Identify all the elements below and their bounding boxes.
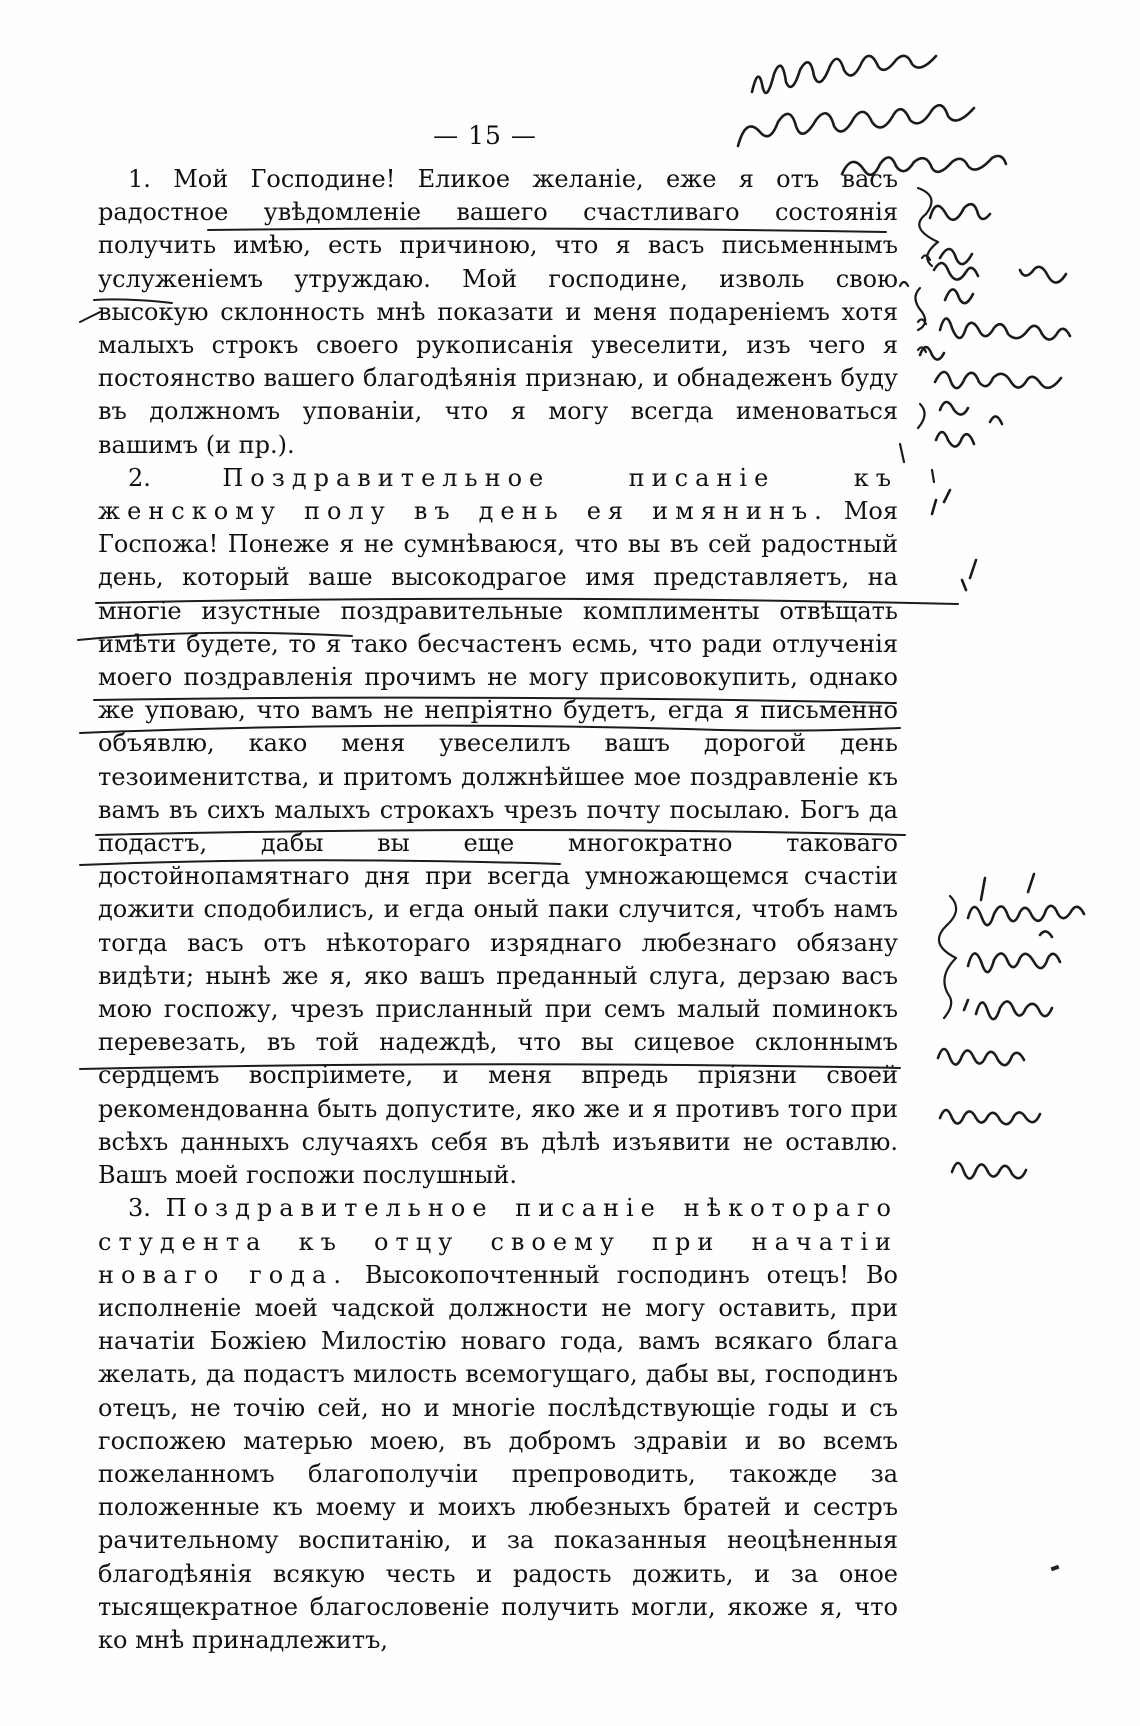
paragraph-1	[98, 163, 898, 462]
ink-mark	[1051, 1565, 1060, 1571]
paragraph-2-number: 2.	[128, 463, 151, 492]
paragraph-3-number: 3.	[128, 1194, 151, 1223]
paragraph-2	[98, 462, 898, 1192]
underline-stroke	[80, 312, 100, 322]
paragraph-3-text: Высокопочтенный господинъ отецъ! Во исполненіе моей чадской должности не могу оставить, при начатіи Божіею Милостію новаго года, вамъ всякаго блага желать, да подастъ милость всемогущаго, дабы вы, господинъ отецъ, не точію сей, но и многіе послѣдствующіе годы и съ госпожею матерью моею, въ добромъ здравіи и во всемъ пожеланномъ благополучіи препроводить, такожде за положенные къ моему и моихъ любезныхъ братей и сестръ рачительному воспитанію, и за показанныя неоцѣненныя благодѣянія всякую честь и радость дожить, и за оное тысящекратное благословеніе получить могли, якоже я, что ко мнѣ принадлежитъ,	[98, 1260, 898, 1654]
paragraph-2-text: Моя Госпожа! Понеже я не сумнѣваюся, что вы въ сей радостный день, который ваше высокодрагое имя представляетъ, на многіе изустные поздравительные комплименты отвѣщать имѣти будете, то я тако бесчастенъ есмь, что ради отлученія моего поздравленія прочимъ не могу присовокупить, однако же уповаю, что вамъ не непріятно будетъ, егда я письменно объявлю, како меня увеселилъ вашъ дорогой день тезоименитства, и притомъ должнѣйшее мое поздравленіе къ вамъ въ сихъ малыхъ строкахъ чрезъ почту посылаю. Богъ да подастъ, дабы вы еще многократно таковаго достойнопамятнаго дня при всегда умножающемся счастіи дожити сподобилисъ, и егда оный паки случится, чтобъ намъ тогда васъ отъ нѣкотораго изряднаго любезнаго обязану видѣти; нынѣ же я, яко вашъ преданный слуга, дерзаю васъ мою госпожу, чрезъ присланный при семъ малый поминокъ перевезать, въ той надеждѣ, что вы сицевое склоннымъ сердцемъ воспріимете, и меня впредь пріязни своей рекомендованна быть допустите, яко же и я противъ того при всѣхъ данныхъ случаяхъ себя въ дѣлѣ изъявити не оставлю. Вашъ моей госпожи послушный.	[98, 497, 898, 1190]
handwriting-stroke	[938, 874, 1084, 1179]
paragraph-3-heading: Поздравительное писаніе нѣкотораго студента къ отцу своему при начатіи новаго года.	[98, 1194, 898, 1289]
paragraph-1-text: Мой Господине! Еликое желаніе, еже я отъ васъ радостное увѣдомленіе вашего счастливаго состоянія получить имѣю, есть причиною, что я васъ письменнымъ услуженіемъ утруждаю. Мой господине, изволь свою высокую склонность мнѣ показати и меня подареніемъ хотя малыхъ строкъ своего рукописанія увеселити, изъ чего я постоянство вашего благодѣянія признаю, и обнадеженъ буду въ должномъ упованіи, что я могу всегда именоваться вашимъ (и пр.).	[98, 165, 898, 459]
paragraph-1-number: 1.	[128, 165, 151, 193]
margin-bracket	[915, 188, 956, 1018]
paragraph-3	[98, 1192, 898, 1657]
handwriting-stroke	[900, 255, 934, 482]
paragraph-2-heading: Поздравительное писаніе къ женскому полу въ день ея имянинъ.	[98, 463, 898, 526]
page-number: — 15 —	[433, 121, 537, 150]
body-text	[98, 163, 898, 1657]
